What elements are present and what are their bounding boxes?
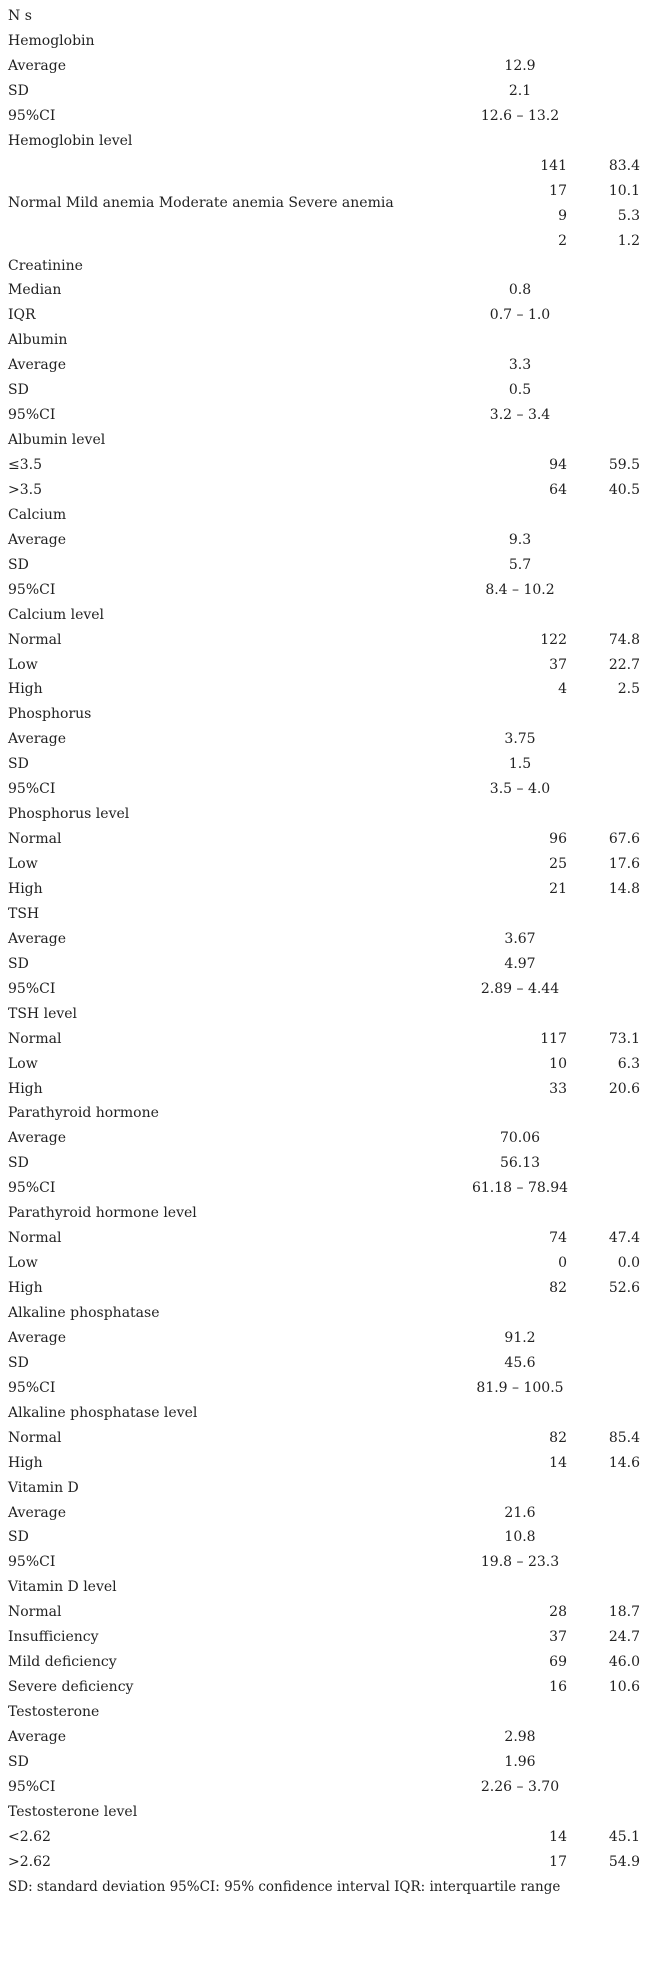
row-label: SD bbox=[8, 82, 29, 99]
row-value: 2.1 bbox=[508, 82, 532, 99]
section-heading: Hemoglobin level bbox=[8, 132, 133, 149]
row-percent: 67.6 bbox=[608, 831, 640, 848]
row-label: >3.5 bbox=[8, 481, 42, 498]
table-row bbox=[0, 553, 652, 578]
section-heading-row bbox=[0, 328, 652, 353]
table-row bbox=[0, 403, 652, 428]
row-percent: 54.9 bbox=[608, 1853, 640, 1870]
row-count: 122 bbox=[540, 631, 567, 648]
row-value: 61.18 – 78.94 bbox=[471, 1180, 569, 1197]
table-row bbox=[0, 1550, 652, 1575]
row-percent: 40.5 bbox=[608, 481, 640, 498]
table-row bbox=[0, 229, 652, 254]
section-heading: Creatinine bbox=[8, 257, 83, 274]
section-heading-row bbox=[0, 1575, 652, 1600]
row-label: Average bbox=[8, 57, 67, 74]
table-row bbox=[0, 1675, 652, 1700]
row-count: 141 bbox=[540, 157, 567, 174]
table-row bbox=[0, 179, 652, 211]
row-value: 56.13 bbox=[499, 1155, 541, 1172]
row-count: 28 bbox=[549, 1604, 567, 1621]
table-row bbox=[0, 727, 652, 752]
row-value: 21.6 bbox=[504, 1504, 536, 1521]
row-label: SD bbox=[8, 556, 29, 573]
table-row bbox=[0, 827, 652, 852]
row-count: 94 bbox=[549, 457, 567, 473]
table-row bbox=[0, 79, 652, 104]
table-row bbox=[0, 578, 652, 603]
table-row bbox=[0, 1176, 652, 1201]
section-heading-row bbox=[0, 1301, 652, 1326]
row-label: Average bbox=[8, 531, 67, 548]
row-count: 0 bbox=[558, 1255, 567, 1272]
table-row bbox=[0, 278, 652, 303]
section-heading-row bbox=[0, 1700, 652, 1725]
section-heading: Vitamin D level bbox=[8, 1579, 117, 1596]
row-label: High bbox=[8, 1454, 43, 1471]
row-count: 4 bbox=[558, 681, 567, 698]
table-row bbox=[0, 952, 652, 977]
row-label: 95%CI bbox=[8, 980, 56, 997]
section-heading: Testosterone bbox=[8, 1704, 100, 1720]
row-label: High bbox=[8, 1080, 43, 1097]
row-value: 45.6 bbox=[504, 1354, 536, 1371]
row-value: 0.8 bbox=[508, 282, 532, 299]
row-count: 37 bbox=[549, 656, 567, 673]
section-heading-row bbox=[0, 129, 652, 154]
row-value: 2.26 – 3.70 bbox=[480, 1778, 560, 1795]
row-label: Normal bbox=[8, 1230, 62, 1247]
row-value: 3.75 bbox=[504, 731, 536, 748]
row-label: 95%CI bbox=[8, 1554, 56, 1571]
row-value: 5.7 bbox=[508, 556, 532, 573]
row-label: SD bbox=[8, 1753, 29, 1770]
table-header-label: N s bbox=[8, 8, 32, 24]
row-label: SD bbox=[8, 756, 29, 773]
row-label: Normal Mild anemia Moderate anemia Severe anemia bbox=[8, 194, 394, 211]
row-value: 12.6 – 13.2 bbox=[480, 107, 560, 124]
section-heading: Alkaline phosphatase bbox=[8, 1304, 160, 1321]
row-label: 95%CI bbox=[8, 1778, 56, 1795]
row-label: Average bbox=[8, 1728, 67, 1745]
row-label: Severe deficiency bbox=[8, 1679, 134, 1695]
row-label: >2.62 bbox=[8, 1853, 51, 1870]
row-label: SD bbox=[8, 1155, 29, 1172]
row-label: 95%CI bbox=[8, 1379, 56, 1396]
section-heading-row bbox=[0, 1101, 652, 1126]
row-percent: 59.5 bbox=[608, 457, 640, 473]
row-label: Normal bbox=[8, 1429, 62, 1446]
row-value: 3.67 bbox=[504, 930, 536, 947]
table-row bbox=[0, 1351, 652, 1376]
row-label: Median bbox=[8, 282, 62, 299]
table-row bbox=[0, 1825, 652, 1850]
row-label: 95%CI bbox=[8, 1180, 56, 1197]
row-count: 37 bbox=[549, 1629, 567, 1646]
table-row bbox=[0, 1451, 652, 1476]
row-count: 2 bbox=[558, 232, 567, 249]
table-row bbox=[0, 677, 652, 702]
section-heading-row bbox=[0, 1002, 652, 1027]
row-count: 82 bbox=[549, 1280, 567, 1296]
row-count: 64 bbox=[549, 481, 567, 498]
section-heading: Parathyroid hormone level bbox=[8, 1205, 197, 1222]
section-heading: Testosterone level bbox=[8, 1803, 138, 1820]
row-label: High bbox=[8, 881, 43, 897]
row-value: 0.7 – 1.0 bbox=[489, 307, 551, 324]
row-label: Low bbox=[8, 656, 38, 673]
section-heading: Alkaline phosphatase level bbox=[8, 1404, 198, 1421]
table-row bbox=[0, 852, 652, 877]
row-label: ≤3.5 bbox=[8, 457, 42, 473]
section-heading: Albumin bbox=[8, 332, 68, 349]
row-count: 14 bbox=[549, 1828, 567, 1845]
table-header-row bbox=[0, 4, 652, 29]
section-heading-row bbox=[0, 1476, 652, 1501]
row-count: 69 bbox=[549, 1654, 567, 1671]
row-percent: 14.6 bbox=[608, 1454, 640, 1471]
row-percent: 24.7 bbox=[608, 1629, 640, 1646]
table-row bbox=[0, 353, 652, 378]
table-row bbox=[0, 1750, 652, 1775]
row-label: Average bbox=[8, 930, 67, 947]
table-row bbox=[0, 877, 652, 902]
table-row bbox=[0, 927, 652, 952]
row-value: 91.2 bbox=[504, 1329, 536, 1346]
table-row bbox=[0, 1775, 652, 1800]
row-label: Average bbox=[8, 1329, 67, 1346]
row-label: 95%CI bbox=[8, 107, 56, 124]
row-value: 10.8 bbox=[504, 1529, 536, 1546]
section-heading-row bbox=[0, 503, 652, 528]
section-heading-row bbox=[0, 1800, 652, 1825]
row-label: Normal bbox=[8, 831, 62, 848]
section-heading: Hemoglobin bbox=[8, 33, 95, 49]
row-percent: 2.5 bbox=[617, 681, 640, 698]
row-percent: 47.4 bbox=[608, 1230, 640, 1247]
table-row bbox=[0, 777, 652, 802]
row-percent: 18.7 bbox=[608, 1604, 640, 1621]
row-value: 0.5 bbox=[508, 382, 532, 399]
section-heading: TSH level bbox=[8, 1005, 78, 1022]
table-row bbox=[0, 1725, 652, 1750]
row-percent: 22.7 bbox=[608, 656, 640, 673]
table-row bbox=[0, 752, 652, 777]
row-count: 25 bbox=[549, 856, 567, 872]
row-label: 95%CI bbox=[8, 781, 56, 798]
row-value: 1.5 bbox=[508, 756, 532, 773]
section-heading-row bbox=[0, 802, 652, 827]
row-percent: 6.3 bbox=[617, 1055, 640, 1072]
table-row bbox=[0, 54, 652, 79]
table-row bbox=[0, 1650, 652, 1675]
section-heading-row bbox=[0, 428, 652, 453]
row-label: Average bbox=[8, 731, 67, 748]
row-value: 1.96 bbox=[504, 1753, 536, 1770]
row-label: Average bbox=[8, 1504, 67, 1521]
row-percent: 73.1 bbox=[608, 1030, 640, 1047]
row-count: 33 bbox=[549, 1080, 567, 1097]
section-heading: Calcium level bbox=[8, 606, 105, 623]
row-value: 81.9 – 100.5 bbox=[476, 1379, 564, 1396]
row-percent: 10.6 bbox=[608, 1679, 640, 1695]
table-row bbox=[0, 1376, 652, 1401]
table-row bbox=[0, 1326, 652, 1351]
table-row bbox=[0, 1052, 652, 1077]
row-value: 2.89 – 4.44 bbox=[480, 980, 560, 997]
row-value: 19.8 – 23.3 bbox=[480, 1554, 560, 1571]
row-percent: 17.6 bbox=[608, 856, 640, 872]
table-row bbox=[0, 1027, 652, 1052]
row-value: 12.9 bbox=[504, 57, 536, 74]
table-row bbox=[0, 303, 652, 328]
section-heading: Calcium bbox=[8, 506, 67, 523]
row-label: Low bbox=[8, 1255, 38, 1272]
section-heading: Phosphorus bbox=[8, 706, 92, 723]
table-row bbox=[0, 478, 652, 503]
row-label: SD bbox=[8, 382, 29, 399]
row-percent: 45.1 bbox=[608, 1828, 640, 1845]
table-footnote: SD: standard deviation 95%CI: 95% confidence interval IQR: interquartile range bbox=[8, 1878, 561, 1895]
table-row bbox=[0, 653, 652, 678]
table-row bbox=[0, 528, 652, 553]
row-label: Average bbox=[8, 357, 67, 374]
row-count: 17 bbox=[549, 1853, 567, 1870]
row-value: 8.4 – 10.2 bbox=[485, 581, 555, 598]
row-label: Low bbox=[8, 856, 38, 872]
row-label: Average bbox=[8, 1130, 67, 1147]
row-value: 2.98 bbox=[504, 1728, 536, 1745]
table-row bbox=[0, 1850, 652, 1875]
row-label: SD bbox=[8, 1529, 29, 1546]
row-percent: 20.6 bbox=[608, 1080, 640, 1097]
table-row bbox=[0, 1525, 652, 1550]
row-value: 70.06 bbox=[499, 1130, 541, 1147]
section-heading: TSH bbox=[8, 905, 40, 922]
section-heading-row bbox=[0, 603, 652, 628]
section-heading: Parathyroid hormone bbox=[8, 1105, 159, 1122]
table-row bbox=[0, 1126, 652, 1151]
row-label: <2.62 bbox=[8, 1828, 51, 1845]
row-percent: 85.4 bbox=[608, 1429, 640, 1446]
row-count: 14 bbox=[549, 1454, 567, 1471]
row-value: 9.3 bbox=[508, 531, 532, 548]
table-row bbox=[0, 104, 652, 129]
table-row bbox=[0, 1426, 652, 1451]
row-percent: 0.0 bbox=[617, 1255, 640, 1272]
row-value: 3.3 bbox=[508, 357, 532, 374]
row-label: High bbox=[8, 681, 43, 698]
table-row bbox=[0, 204, 652, 229]
row-count: 74 bbox=[549, 1230, 567, 1247]
row-label: Normal bbox=[8, 1030, 62, 1047]
row-label: SD bbox=[8, 1354, 29, 1371]
section-heading-row bbox=[0, 1201, 652, 1226]
table-row bbox=[0, 1077, 652, 1102]
row-count: 117 bbox=[540, 1030, 567, 1047]
row-label: IQR bbox=[8, 307, 36, 324]
row-label: Insufficiency bbox=[8, 1629, 99, 1646]
row-count: 16 bbox=[549, 1679, 567, 1695]
row-label: Low bbox=[8, 1055, 38, 1072]
row-label: High bbox=[8, 1280, 43, 1296]
section-heading-row bbox=[0, 254, 652, 279]
row-count: 96 bbox=[549, 831, 567, 848]
row-label: Normal bbox=[8, 631, 62, 648]
section-heading-row bbox=[0, 702, 652, 727]
section-heading: Albumin level bbox=[8, 432, 106, 448]
section-heading-row bbox=[0, 1401, 652, 1426]
table-row bbox=[0, 1276, 652, 1301]
table-row bbox=[0, 154, 652, 179]
row-count: 82 bbox=[549, 1429, 567, 1446]
row-percent: 10.1 bbox=[608, 182, 640, 199]
row-count: 17 bbox=[549, 182, 567, 199]
row-value: 3.5 – 4.0 bbox=[489, 781, 551, 798]
row-count: 21 bbox=[549, 881, 567, 897]
row-label: 95%CI bbox=[8, 407, 56, 424]
row-percent: 5.3 bbox=[617, 207, 640, 224]
table-row bbox=[0, 378, 652, 403]
section-heading-row bbox=[0, 29, 652, 54]
table-row bbox=[0, 1625, 652, 1650]
table-row bbox=[0, 1251, 652, 1276]
row-percent: 74.8 bbox=[608, 631, 640, 648]
row-percent: 52.6 bbox=[608, 1280, 640, 1296]
section-heading-row bbox=[0, 902, 652, 927]
row-value: 3.2 – 3.4 bbox=[489, 407, 551, 424]
row-percent: 14.8 bbox=[608, 881, 640, 897]
row-label: 95%CI bbox=[8, 581, 56, 598]
table-row bbox=[0, 977, 652, 1002]
row-count: 9 bbox=[558, 207, 567, 224]
row-count: 10 bbox=[549, 1055, 567, 1072]
row-percent: 46.0 bbox=[608, 1654, 640, 1671]
table-row bbox=[0, 1151, 652, 1176]
row-label: Normal bbox=[8, 1604, 62, 1621]
table-row bbox=[0, 453, 652, 478]
table-row bbox=[0, 628, 652, 653]
table-row bbox=[0, 1501, 652, 1526]
row-percent: 83.4 bbox=[608, 157, 640, 174]
row-percent: 1.2 bbox=[617, 232, 640, 249]
table-row bbox=[0, 1600, 652, 1625]
row-value: 4.97 bbox=[504, 955, 536, 972]
section-heading: Vitamin D bbox=[8, 1479, 79, 1496]
table-row bbox=[0, 1226, 652, 1251]
section-heading: Phosphorus level bbox=[8, 806, 130, 823]
row-label: SD bbox=[8, 955, 29, 972]
row-label: Mild deficiency bbox=[8, 1654, 117, 1671]
